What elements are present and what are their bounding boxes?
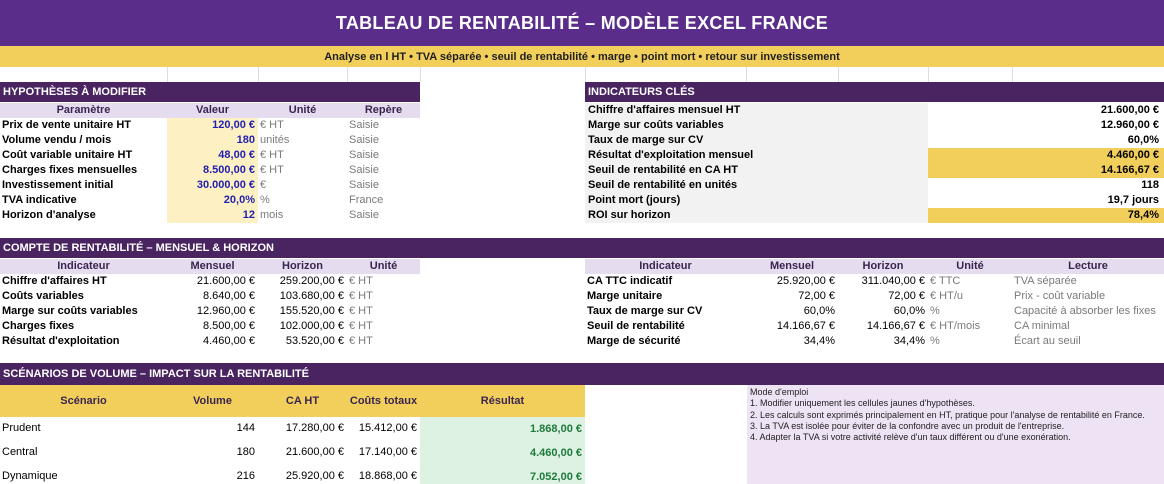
- sheet-subtitle: Analyse en l HT • TVA séparée • seuil de rentabilité • marge • point mort • retour sur investissement: [0, 46, 1164, 67]
- sheet-title: TABLEAU DE RENTABILITÉ – MODÈLE EXCEL FRANCE: [0, 0, 1164, 46]
- hyp-ref[interactable]: Saisie: [349, 164, 379, 176]
- compte-right-unit[interactable]: %: [930, 335, 940, 347]
- kpi-value[interactable]: 21.600,00 €: [1100, 104, 1159, 116]
- note-line: 2. Les calculs sont exprimés principalement en HT, pratique pour l'analyse de rentabilité en France.: [750, 409, 1145, 420]
- hyp-unit[interactable]: %: [260, 194, 270, 206]
- header-lecture[interactable]: Lecture: [1012, 259, 1164, 274]
- header-scenario[interactable]: Scénario: [0, 385, 167, 417]
- hyp-ref[interactable]: Saisie: [349, 149, 379, 161]
- compte-right-label[interactable]: Marge de sécurité: [587, 335, 681, 347]
- kpi-value[interactable]: 4.460,00 €: [928, 148, 1164, 163]
- scenarios-section-header: SCÉNARIOS DE VOLUME – IMPACT SUR LA RENTABILITÉ: [0, 363, 585, 385]
- compte-right-label[interactable]: Seuil de rentabilité: [587, 320, 685, 332]
- note-line: 1. Modifier uniquement les cellules jaunes d'hypothèses.: [750, 398, 975, 409]
- kpi-label[interactable]: Chiffre d'affaires mensuel HT: [585, 103, 928, 118]
- compte-right-lecture[interactable]: Prix - coût variable: [1014, 290, 1106, 302]
- hyp-param-label[interactable]: Volume vendu / mois: [2, 134, 112, 146]
- scenario-volume[interactable]: 180: [236, 446, 255, 458]
- compte-right-lecture[interactable]: TVA séparée: [1014, 275, 1077, 287]
- hyp-ref[interactable]: Saisie: [349, 179, 379, 191]
- scenario-ca[interactable]: 25.920,00 €: [285, 470, 344, 482]
- hyp-ref[interactable]: Saisie: [349, 134, 379, 146]
- compte-label[interactable]: Résultat d'exploitation: [2, 335, 120, 347]
- header-resultat[interactable]: Résultat: [420, 385, 585, 417]
- header-couts-totaux[interactable]: Coûts totaux: [347, 385, 420, 417]
- compte-right-horizon[interactable]: 311.040,00 €: [861, 275, 925, 287]
- hyp-value-input[interactable]: 180: [167, 133, 258, 148]
- compte-horizon[interactable]: 259.200,00 €: [279, 275, 344, 287]
- hyp-value-input[interactable]: 12: [167, 208, 258, 223]
- kpi-label[interactable]: Point mort (jours): [585, 193, 928, 208]
- compte-right-label[interactable]: Marge unitaire: [587, 290, 663, 302]
- scenario-result[interactable]: 7.052,00 €: [420, 465, 585, 484]
- compte-label[interactable]: Chiffre d'affaires HT: [2, 275, 107, 287]
- hyp-unit[interactable]: unités: [260, 134, 290, 146]
- hyp-value-input[interactable]: 48,00 €: [167, 148, 258, 163]
- compte-label[interactable]: Charges fixes: [2, 320, 75, 332]
- compte-horizon[interactable]: 102.000,00 €: [279, 320, 344, 332]
- hyp-param-label[interactable]: Investissement initial: [2, 179, 114, 191]
- kpi-label[interactable]: Taux de marge sur CV: [585, 133, 928, 148]
- compte-right-horizon[interactable]: 34,4%: [893, 335, 925, 347]
- hyp-ref[interactable]: Saisie: [349, 119, 379, 131]
- compte-unit[interactable]: € HT: [349, 290, 373, 302]
- header-horizon[interactable]: Horizon: [838, 259, 928, 274]
- hyp-unit[interactable]: € HT: [260, 119, 284, 131]
- kpi-value[interactable]: 118: [1141, 179, 1159, 191]
- hyp-unit[interactable]: € HT: [260, 149, 284, 161]
- header-indicateur[interactable]: Indicateur: [585, 259, 746, 274]
- hyp-ref[interactable]: Saisie: [349, 209, 379, 221]
- compte-right-mensuel[interactable]: 25.920,00 €: [776, 275, 835, 287]
- compte-mensuel[interactable]: 8.500,00 €: [203, 320, 255, 332]
- header-ca-ht[interactable]: CA HT: [258, 385, 347, 417]
- compte-section-header: COMPTE DE RENTABILITÉ – MENSUEL & HORIZON: [0, 238, 1164, 258]
- hyp-param-label[interactable]: Coût variable unitaire HT: [2, 149, 133, 161]
- compte-right-lecture[interactable]: CA minimal: [1014, 320, 1070, 332]
- scenario-ca[interactable]: 21.600,00 €: [285, 446, 344, 458]
- compte-label[interactable]: Coûts variables: [2, 290, 84, 302]
- kpi-value[interactable]: 60,0%: [1127, 134, 1159, 146]
- note-title: Mode d'emploi: [750, 387, 809, 397]
- instructions-note: [747, 385, 1164, 484]
- kpi-label[interactable]: Seuil de rentabilité en unités: [585, 178, 928, 193]
- hyp-value-input[interactable]: 20,0%: [167, 193, 258, 208]
- hyp-value-input[interactable]: 120,00 €: [167, 118, 258, 133]
- scenario-name[interactable]: Central: [2, 446, 38, 458]
- compte-unit[interactable]: € HT: [349, 320, 373, 332]
- scenario-volume[interactable]: 144: [236, 422, 255, 434]
- compte-right-lecture[interactable]: Capacité à absorber les fixes: [1014, 305, 1156, 317]
- hyp-param-label[interactable]: Horizon d'analyse: [2, 209, 96, 221]
- hyp-ref[interactable]: France: [349, 194, 384, 206]
- hyp-value-input[interactable]: 30.000,00 €: [167, 178, 258, 193]
- compte-right-horizon[interactable]: 60,0%: [893, 305, 925, 317]
- hyp-unit[interactable]: €: [260, 179, 267, 191]
- compte-horizon[interactable]: 155.520,00 €: [279, 305, 344, 317]
- compte-right-lecture[interactable]: Écart au seuil: [1014, 335, 1081, 347]
- hyp-param-label[interactable]: Charges fixes mensuelles: [2, 164, 138, 176]
- compte-right-label[interactable]: CA TTC indicatif: [587, 275, 673, 287]
- kpi-value[interactable]: 19,7 jours: [1107, 194, 1159, 206]
- compte-unit[interactable]: € HT: [349, 335, 373, 347]
- kpi-value[interactable]: 78,4%: [928, 208, 1164, 223]
- compte-right-mensuel[interactable]: 60,0%: [803, 305, 835, 317]
- scenario-cost[interactable]: 15.412,00 €: [358, 422, 417, 434]
- hyp-param-label[interactable]: TVA indicative: [2, 194, 77, 206]
- kpi-label[interactable]: Résultat d'exploitation mensuel: [585, 148, 928, 163]
- compte-mensuel[interactable]: 12.960,00 €: [196, 305, 255, 317]
- compte-right-unit[interactable]: %: [930, 305, 940, 317]
- scenario-cost[interactable]: 17.140,00 €: [358, 446, 417, 458]
- compte-unit[interactable]: € HT: [349, 275, 373, 287]
- compte-right-unit[interactable]: € HT/mois: [930, 320, 981, 332]
- compte-right-unit[interactable]: € TTC: [930, 275, 961, 287]
- kpi-label[interactable]: Seuil de rentabilité en CA HT: [585, 163, 928, 178]
- scenario-volume[interactable]: 216: [236, 470, 255, 482]
- compte-horizon[interactable]: 103.680,00 €: [279, 290, 344, 302]
- compte-unit[interactable]: € HT: [349, 305, 373, 317]
- hyp-param-label[interactable]: Prix de vente unitaire HT: [2, 119, 131, 131]
- scenario-name[interactable]: Prudent: [2, 422, 41, 434]
- compte-mensuel[interactable]: 21.600,00 €: [196, 275, 255, 287]
- kpi-label[interactable]: Marge sur coûts variables: [585, 118, 928, 133]
- compte-right-horizon[interactable]: 14.166,67 €: [866, 320, 925, 332]
- kpi-value[interactable]: 12.960,00 €: [1100, 119, 1159, 131]
- header-mensuel[interactable]: Mensuel: [746, 259, 838, 274]
- scenario-cost[interactable]: 18.868,00 €: [358, 470, 417, 482]
- compte-mensuel[interactable]: 4.460,00 €: [203, 335, 255, 347]
- compte-right-mensuel[interactable]: 34,4%: [803, 335, 835, 347]
- kpi-label[interactable]: ROI sur horizon: [585, 208, 928, 223]
- header-parametre[interactable]: Paramètre: [0, 103, 167, 118]
- compte-label[interactable]: Marge sur coûts variables: [2, 305, 138, 317]
- scenario-name[interactable]: Dynamique: [2, 470, 58, 482]
- scenario-ca[interactable]: 17.280,00 €: [285, 422, 344, 434]
- indicators-section-header: INDICATEURS CLÉS: [585, 82, 1164, 102]
- kpi-value[interactable]: 14.166,67 €: [928, 163, 1164, 178]
- header-repere[interactable]: Repère: [347, 103, 420, 118]
- header-indicateur[interactable]: Indicateur: [0, 259, 167, 274]
- compte-right-unit[interactable]: € HT/u: [930, 290, 964, 302]
- header-volume[interactable]: Volume: [167, 385, 258, 417]
- compte-mensuel[interactable]: 8.640,00 €: [203, 290, 255, 302]
- hypotheses-section-header: HYPOTHÈSES À MODIFIER: [0, 82, 420, 102]
- compte-horizon[interactable]: 53.520,00 €: [285, 335, 344, 347]
- header-horizon[interactable]: Horizon: [258, 259, 347, 274]
- scenarios-section-fill: [585, 363, 1164, 385]
- note-line: 3. La TVA est isolée pour éviter de la confondre avec un produit de l'entreprise.: [750, 420, 1065, 431]
- scenario-result[interactable]: 4.460,00 €: [420, 441, 585, 465]
- compte-right-horizon[interactable]: 72,00 €: [888, 290, 925, 302]
- hyp-unit[interactable]: mois: [260, 209, 284, 221]
- compte-right-label[interactable]: Taux de marge sur CV: [587, 305, 703, 317]
- hyp-value-input[interactable]: 8.500,00 €: [167, 163, 258, 178]
- note-line: 4. Adapter la TVA si votre activité relève d'un taux différent ou d'une exonération.: [750, 432, 1071, 443]
- header-unite[interactable]: Unité: [347, 259, 420, 274]
- scenario-result[interactable]: 1.868,00 €: [420, 417, 585, 441]
- header-unite[interactable]: Unité: [928, 259, 1012, 274]
- header-valeur[interactable]: Valeur: [167, 103, 258, 118]
- hyp-unit[interactable]: € HT: [260, 164, 284, 176]
- header-mensuel[interactable]: Mensuel: [167, 259, 258, 274]
- compte-right-mensuel[interactable]: 14.166,67 €: [776, 320, 835, 332]
- compte-right-mensuel[interactable]: 72,00 €: [798, 290, 835, 302]
- header-unite[interactable]: Unité: [258, 103, 347, 118]
